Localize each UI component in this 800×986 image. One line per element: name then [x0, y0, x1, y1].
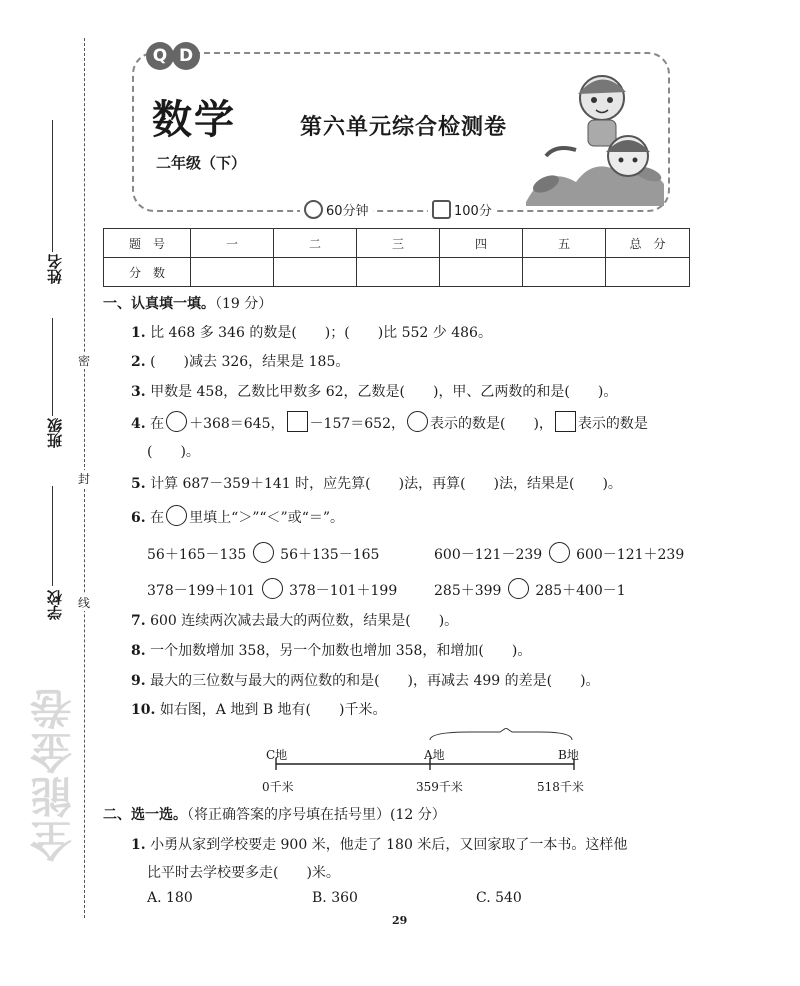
seal-char-feng: 封 [78, 472, 91, 486]
score-cell[interactable] [357, 258, 440, 287]
seal-char-xian: 线 [78, 596, 91, 610]
table-row [104, 258, 690, 287]
table-row [104, 229, 690, 258]
circle-shape [166, 411, 187, 432]
distance-0: 0千米 [262, 780, 294, 794]
question-2-1: 1. 小勇从家到学校要走 900 米，他走了 180 米后，又回家取了一本书。这样他 [131, 837, 628, 853]
question-2-1-cont: 比平时去学校要多走( )米。 [147, 865, 340, 881]
circle-shape [166, 505, 187, 526]
place-c: C地 [266, 748, 288, 762]
question-1-5: 5. 计算 687－359＋141 时，应先算( )法，再算( )法，结果是( )。 [131, 476, 622, 492]
circle-shape [407, 411, 428, 432]
answer-circle[interactable] [549, 542, 570, 563]
badge-d: D [172, 42, 200, 70]
question-1-3: 3. 甲数是 458，乙数比甲数多 62，乙数是( )，甲、乙两数的和是( )。 [131, 384, 618, 400]
school-label: 学校 [46, 590, 64, 620]
option-b[interactable]: B. 360 [312, 890, 358, 906]
square-shape [555, 411, 576, 432]
question-1-9: 9. 最大的三位数与最大的两位数的和是( )，再减去 499 的差是( )。 [131, 673, 600, 689]
answer-circle[interactable] [262, 578, 283, 599]
question-1-1: 1. 比 468 多 346 的数是( )；( )比 552 少 486。 [131, 325, 492, 341]
score-cell[interactable] [191, 258, 274, 287]
question-1-10: 10. 如右图，A 地到 B 地有( )千米。 [131, 702, 387, 718]
page-number: 29 [392, 914, 408, 927]
name-underline [52, 120, 53, 252]
class-label: 班级 [46, 418, 64, 448]
option-c[interactable]: C. 540 [476, 890, 522, 906]
section2-heading: 二、选一选。（将正确答案的序号填在括号里）(12 分） [103, 807, 446, 823]
square-shape [287, 411, 308, 432]
table-cell: 分 数 [104, 258, 191, 287]
table-cell: 总 分 [606, 229, 690, 258]
question-1-6: 6. 在 里填上“＞”“＜”或“＝”。 [131, 505, 344, 527]
question-1-7: 7. 600 连续两次减去最大的两位数，结果是( )。 [131, 613, 459, 629]
score-cell[interactable] [523, 258, 606, 287]
table-cell: 五 [523, 229, 606, 258]
question-1-8: 8. 一个加数增加 358，另一个加数也增加 358，和增加( )。 [131, 643, 532, 659]
table-cell: 三 [357, 229, 440, 258]
compare-3: 378－199＋101 378－101＋199 [147, 578, 397, 600]
compare-2: 600－121－239 600－121＋239 [434, 542, 684, 564]
seal-char-mi: 密 [78, 354, 91, 368]
table-cell: 题 号 [104, 229, 191, 258]
subject-title: 数学 [152, 97, 236, 143]
school-underline [52, 486, 53, 586]
answer-circle[interactable] [253, 542, 274, 563]
kids-illustration [516, 64, 666, 206]
exam-title: 第六单元综合检测卷 [300, 114, 508, 140]
class-underline [52, 318, 53, 416]
time-limit: 60分钟 [300, 200, 373, 219]
question-1-4-cont: ( )。 [147, 444, 200, 460]
section1-heading: 一、认真填一填。（19 分） [103, 296, 273, 312]
score-cell[interactable] [274, 258, 357, 287]
brand-watermark: 全能金卷 [29, 686, 78, 862]
full-score: 100分 [428, 200, 496, 219]
distance-359: 359千米 [416, 780, 463, 794]
question-1-2: 2. ( )减去 326，结果是 185。 [131, 354, 350, 370]
clock-icon [304, 200, 323, 219]
table-cell: 四 [440, 229, 523, 258]
badge-q: Q [146, 42, 174, 70]
compare-1: 56＋165－135 56＋135－165 [147, 542, 379, 564]
score-table [103, 228, 690, 287]
place-a: A地 [424, 748, 445, 762]
distance-518: 518千米 [537, 780, 584, 794]
place-b: B地 [558, 748, 579, 762]
table-cell: 二 [274, 229, 357, 258]
option-a[interactable]: A. 180 [147, 890, 193, 906]
score-cell[interactable] [440, 258, 523, 287]
grade-label: 二年级（下） [156, 154, 247, 172]
answer-circle[interactable] [508, 578, 529, 599]
question-1-4: 4. 在 ＋368＝645， －157＝652， 表示的数是( )， 表示的数是 [131, 411, 648, 433]
compare-4: 285＋399 285＋400－1 [434, 578, 626, 600]
table-cell: 一 [191, 229, 274, 258]
name-label: 姓名 [46, 254, 64, 284]
trophy-icon [432, 200, 451, 219]
score-cell[interactable] [606, 258, 690, 287]
